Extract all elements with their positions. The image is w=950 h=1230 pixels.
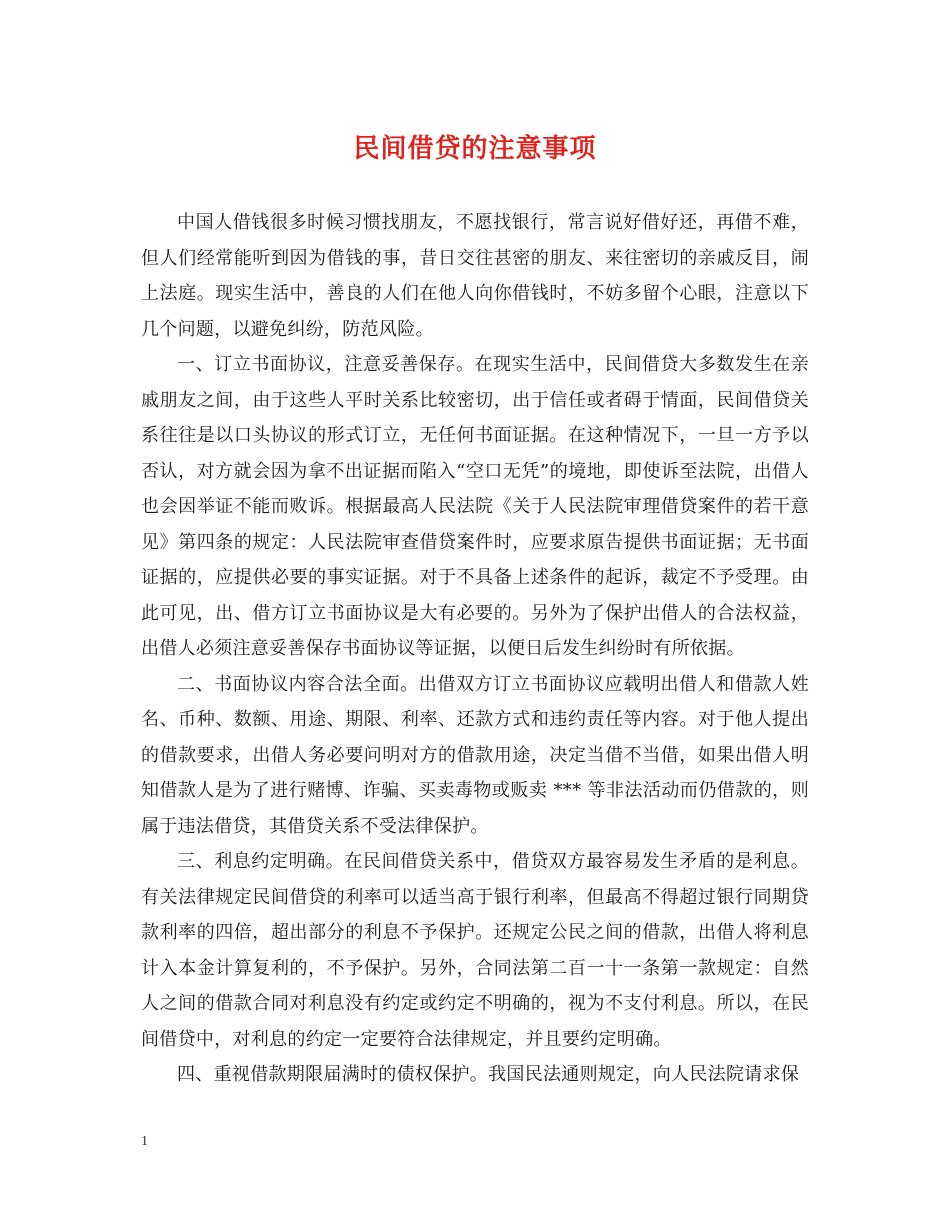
paragraph-intro: 中国人借钱很多时候习惯找朋友，不愿找银行，常言说好借好还，再借不难，但人们经常能听到因为借钱的事，昔日交往甚密的朋友、来往密切的亲戚反目，闹上法庭。现实生活中，善良的人们在他人向你借钱时，不妨多留个心眼，注意以下几个问题，以避免纠纷，防范风险。 bbox=[141, 212, 809, 340]
paragraph-section-3: 三、利息约定明确。在民间借贷关系中，借贷双方最容易发生矛盾的是利息。有关法律规定民间借贷的利率可以适当高于银行利率，但最高不得超过银行同期贷款利率的四倍，超出部分的利息不予保护。还规定公民之间的借款，出借人将利息计入本金计算复利的，不予保护。另外，合同法第二百一十一条第一款规定：自然人之间的借款合同对利息没有约定或约定不明确的，视为不支付利息。所以，在民间借贷中，对利息的约定一定要符合法律规定，并且要约定明确。 bbox=[141, 851, 809, 1050]
document-title: 民间借贷的注意事项 bbox=[353, 134, 597, 164]
paragraph-section-1: 一、订立书面协议，注意妥善保存。在现实生活中，民间借贷大多数发生在亲戚朋友之间，由于这些人平时关系比较密切，出于信任或者碍于情面，民间借贷关系往往是以口头协议的形式订立，无任何书面证据。在这种情况下，一旦一方予以否认，对方就会因为拿不出证据而陷入“空口无凭”的境地，即使诉至法院，出借人也会因举证不能而败诉。根据最高人民法院《关于人民法院审理借贷案件的若干意见》第四条的规定：人民法院审查借贷案件时，应要求原告提供书面证据；无书面证据的，应提供必要的事实证据。对于不具备上述条件的起诉，裁定不予受理。由此可见，出、借方订立书面协议是大有必要的。另外为了保护出借人的合法权益，出借人必须注意妥善保存书面协议等证据，以便日后发生纠纷时有所依据。 bbox=[141, 354, 809, 659]
page-number: 1 bbox=[141, 1134, 148, 1149]
document-body bbox=[141, 205, 809, 1093]
paragraph-section-4: 四、重视借款期限届满时的债权保护。我国民法通则规定，向人民法院请求保 bbox=[177, 1064, 800, 1085]
paragraph-section-2: 二、书面协议内容合法全面。出借双方订立书面协议应载明出借人和借款人姓名、币种、数额、用途、期限、利率、还款方式和违约责任等内容。对于他人提出的借款要求，出借人务必要问明对方的借款用途，决定当借不当借，如果出借人明知借款人是为了进行赌博、诈骗、买卖毒物或贩卖 *** 等非法活动而仍借款的，则属于违法借贷，其借贷关系不受法律保护。 bbox=[141, 673, 809, 837]
